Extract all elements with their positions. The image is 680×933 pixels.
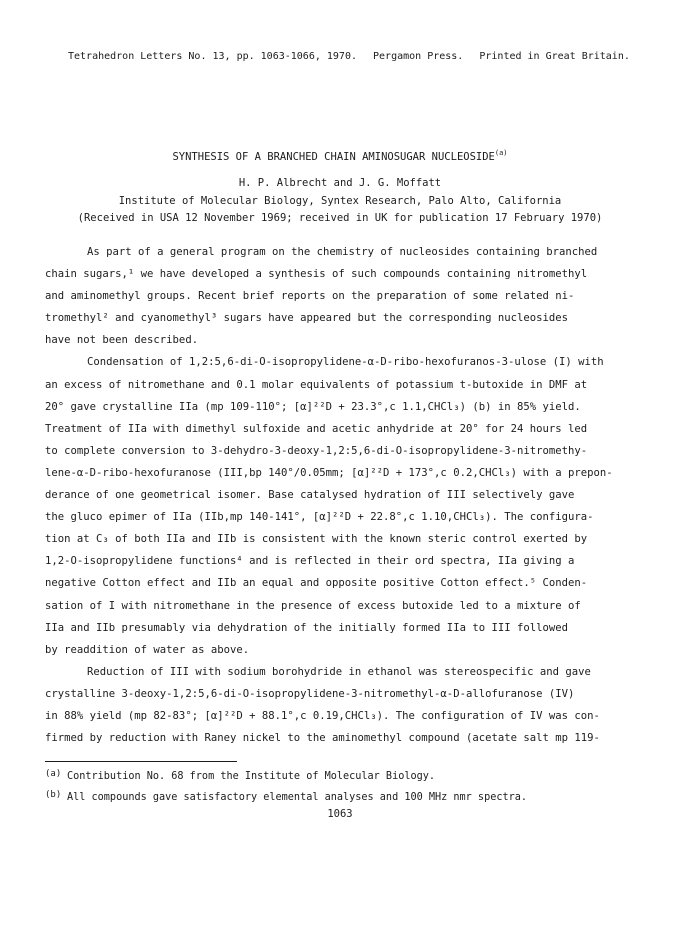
footnote <box>45 786 645 807</box>
footnote-mark: (a) <box>45 769 62 779</box>
body-line: 1,2-O-isopropylidene functions⁴ and is reflected in their ord spectra, IIa giving a <box>45 555 575 568</box>
body-line: Condensation of 1,2:5,6-di-O-isopropylidene-α-D-ribo-hexofuranos-3-ulose (I) with <box>87 356 604 369</box>
body-line: have not been described. <box>45 334 199 347</box>
author-affiliation: Institute of Molecular Biology, Syntex Research, Palo Alto, California <box>118 195 562 207</box>
body-line: by readdition of water as above. <box>45 643 250 656</box>
journal-citation: Tetrahedron Letters No. 13, pp. 1063-1066, 1970. <box>68 51 357 62</box>
body-line: As part of a general program on the chemistry of nucleosides containing branched <box>87 246 598 258</box>
body-line: derance of one geometrical isomer. Base catalysed hydration of III selectively gave <box>45 489 575 502</box>
body-line: an excess of nitromethane and 0.1 molar equivalents of potassium t-butoxide in DMF at <box>45 378 588 391</box>
body-line: Treatment of IIa with dimethyl sulfoxide and acetic anhydride at 20° for 24 hours led <box>45 422 588 435</box>
author-list: H. P. Albrecht and J. G. Moffatt <box>238 177 442 189</box>
printed-location: Printed in Great Britain. <box>479 51 630 62</box>
footnote-mark: (b) <box>45 790 62 800</box>
body-line: and aminomethyl groups. Recent brief reports on the preparation of some related ni- <box>45 290 575 303</box>
body-line: crystalline 3-deoxy-1,2:5,6-di-O-isopropylidene-3-nitromethyl-α-D-allofuranose (IV) <box>45 687 575 700</box>
footnote-text: Contribution No. 68 from the Institute of Molecular Biology. <box>67 771 436 782</box>
body-line: negative Cotton effect and IIb an equal and opposite positive Cotton effect.⁵ Conden- <box>45 577 588 590</box>
publisher-name: Pergamon Press. <box>373 51 464 62</box>
footnote-text: All compounds gave satisfactory elemental analyses and 100 MHz nmr spectra. <box>67 792 528 803</box>
paper-title <box>0 149 680 163</box>
body-line: the gluco epimer of IIa (IIb,mp 140-141°, [α]²²D + 22.8°,c 1.10,CHCl₃). The configura- <box>45 511 594 524</box>
footnote-divider <box>45 761 237 762</box>
body-text <box>45 241 645 749</box>
received-dates: (Received in USA 12 November 1969; received in UK for publication 17 February 1970) <box>77 212 603 224</box>
body-line: in 88% yield (mp 82-83°; [α]²²D + 88.1°,c 0.19,CHCl₃). The configuration of IV was con- <box>45 709 600 722</box>
footnote <box>45 765 645 786</box>
body-line: Reduction of III with sodium borohydride in ethanol was stereospecific and gave <box>87 665 591 678</box>
paper-title-text: SYNTHESIS OF A BRANCHED CHAIN AMINOSUGAR NUCLEOSIDE <box>172 151 495 163</box>
title-footnote-mark: (a) <box>494 149 508 157</box>
body-line: IIa and IIb presumably via dehydration of the initially formed IIa to III followed <box>45 621 568 634</box>
body-line: firmed by reduction with Raney nickel to the aminomethyl compound (acetate salt mp 119- <box>45 732 600 745</box>
body-line: to complete conversion to 3-dehydro-3-deoxy-1,2:5,6-di-O-isopropylidene-3-nitromethy- <box>45 444 588 457</box>
page-number: 1063 <box>327 808 353 820</box>
footnotes <box>45 765 645 807</box>
body-line: tion at C₃ of both IIa and IIb is consistent with the known steric control exerted by <box>45 533 588 546</box>
body-line: lene-α-D-ribo-hexofuranose (III,bp 140°/0.05mm; [α]²²D + 173°,c 0.2,CHCl₃) with a prepon- <box>45 466 613 479</box>
body-line: 20° gave crystalline IIa (mp 109-110°; [α]²²D + 23.3°,c 1.1,CHCl₃) (b) in 85% yield. <box>45 400 581 413</box>
body-line: tromethyl² and cyanomethyl³ sugars have appeared but the corresponding nucleosides <box>45 312 568 325</box>
body-line: chain sugars,¹ we have developed a synthesis of such compounds containing nitromethyl <box>45 268 588 281</box>
body-line: sation of I with nitromethane in the presence of excess butoxide led to a mixture of <box>45 599 581 612</box>
running-header <box>68 51 628 62</box>
